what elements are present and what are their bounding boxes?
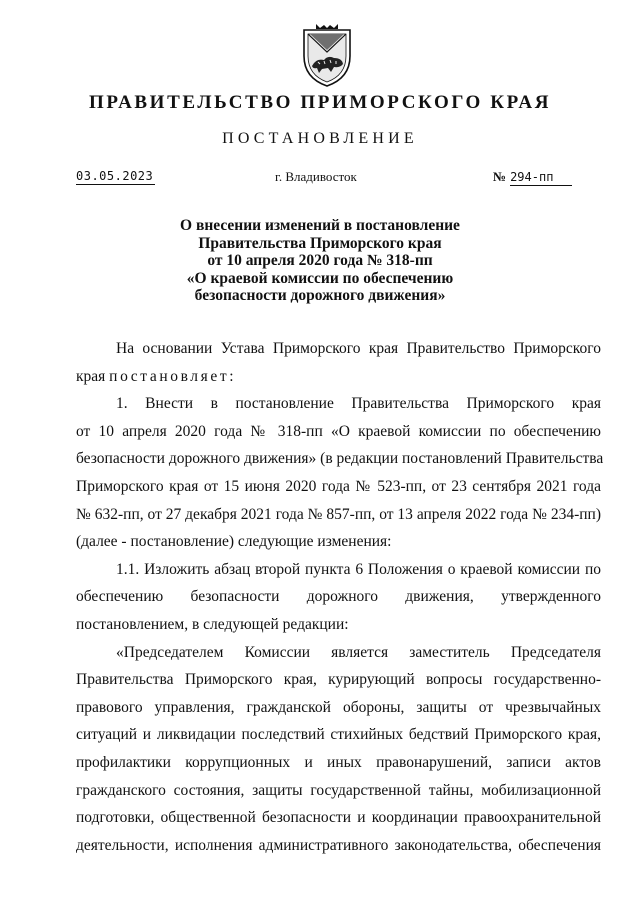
document-body	[76, 339, 604, 863]
heading-line: от 10 апреля 2020 года № 318-пп	[207, 252, 433, 269]
body-line: (далее - постановление) следующие изменения:	[76, 533, 392, 551]
body-line: профилактики коррупционных и иных правонарушений, записи актов	[76, 753, 601, 771]
body-line: обеспечению безопасности дорожного движения, утвержденного	[76, 588, 601, 606]
body-line: ситуаций и ликвидации последствий стихийных бедствий Приморского края,	[76, 726, 601, 744]
document-number: 294-пп	[510, 170, 572, 186]
document-date: 03.05.2023	[76, 169, 154, 183]
body-line: «Председателем Комиссии является заместитель Председателя	[116, 643, 601, 661]
heading-line: «О краевой комиссии по обеспечению	[186, 269, 454, 287]
document-heading	[120, 217, 520, 305]
body-line: правового управления, гражданской обороны, защиты от чрезвычайных	[76, 698, 601, 716]
body-line: деятельности, исполнения административного законодательства, обеспечения	[76, 836, 601, 854]
heading-line: Правительства Приморского края	[198, 234, 442, 252]
document-city: г. Владивосток	[275, 169, 357, 184]
body-line: постановлением, в следующей редакции:	[76, 615, 349, 633]
body-line: № 632-пп, от 27 декабря 2021 года № 857-пп, от 13 апреля 2022 года № 234-пп)	[76, 505, 601, 523]
heading-line: безопасности дорожного движения»	[194, 287, 446, 304]
body-text-fragment: края	[76, 367, 106, 385]
body-line: гражданского состояния, защиты государственной тайны, мобилизационной	[76, 781, 601, 799]
body-line: На основании Устава Приморского края Правительство Приморского	[116, 340, 601, 357]
body-line: от 10 апреля 2020 года № 318-пп «О краевой комиссии по обеспечению	[76, 422, 601, 440]
body-line: Правительства Приморского края, курирующий вопросы государственно-	[76, 671, 601, 689]
document-type: ПОСТАНОВЛЕНИЕ	[222, 130, 418, 147]
body-line: подготовки, общественной безопасности и координации правоохранительной	[76, 809, 601, 827]
body-line: 1. Внести в постановление Правительства Приморского края	[116, 395, 601, 413]
resolution-word: постановляет:	[109, 367, 237, 385]
body-line: безопасности дорожного движения» (в редакции постановлений Правительства	[76, 450, 604, 468]
body-line: 1.1. Изложить абзац второй пункта 6 Положения о краевой комиссии по	[116, 560, 601, 578]
government-title: ПРАВИТЕЛЬСТВО ПРИМОРСКОГО КРАЯ	[88, 92, 552, 113]
document-number-block	[493, 169, 572, 186]
coat-of-arms-emblem	[298, 22, 356, 88]
number-sign: №	[493, 169, 507, 184]
body-line: Приморского края от 15 июня 2020 года № 523-пп, от 23 сентября 2021 года	[76, 477, 601, 495]
heading-line: О внесении изменений в постановление	[180, 217, 460, 234]
body-line	[76, 367, 601, 395]
